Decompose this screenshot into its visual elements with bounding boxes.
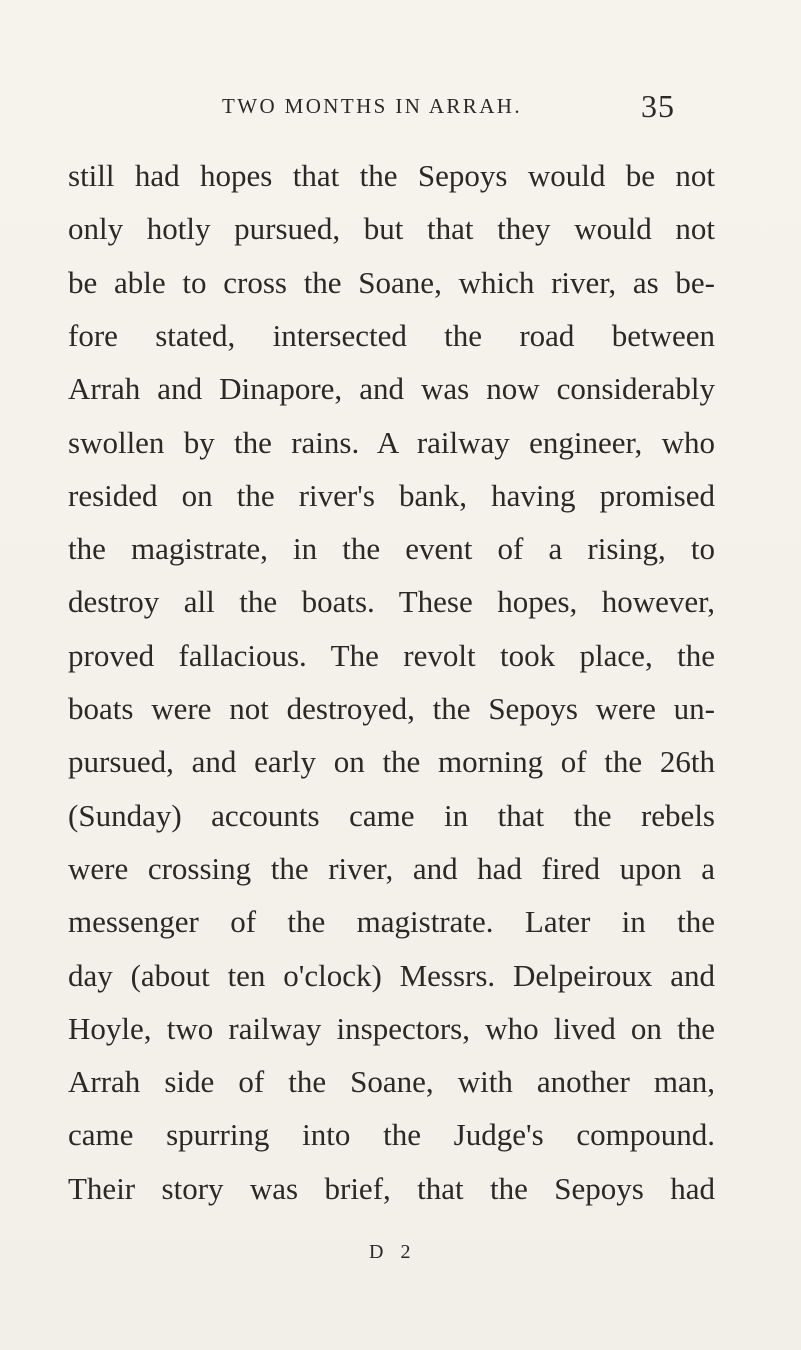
text-line: messenger of the magistrate. Later in the [68, 904, 715, 940]
text-line: Hoyle, two railway inspectors, who lived on the [68, 1010, 715, 1046]
text-line: were crossing the river, and had fired upon a [68, 850, 715, 886]
page-number: 35 [641, 88, 675, 124]
text-line: boats were not destroyed, the Sepoys were un- [68, 691, 715, 726]
text-line: came spurring into the Judge's compound. [68, 1117, 715, 1153]
body-text [68, 146, 715, 1216]
text-line: destroy all the boats. These hopes, however, [68, 584, 715, 620]
running-title: TWO MONTHS IN ARRAH. [222, 94, 522, 118]
text-line: pursued, and early on the morning of the 26th [68, 744, 715, 780]
text-line: proved fallacious. The revolt took place, the [68, 637, 715, 673]
text-line: the magistrate, in the event of a rising, to [68, 531, 715, 567]
text-line: swollen by the rains. A railway engineer, who [68, 424, 715, 460]
text-line: (Sunday) accounts came in that the rebels [68, 797, 715, 833]
text-line: Arrah side of the Soane, with another man, [68, 1064, 715, 1100]
text-line: only hotly pursued, but that they would not [68, 211, 715, 247]
running-header [0, 86, 801, 126]
text-line: fore stated, intersected the road between [68, 317, 715, 353]
text-line: be able to cross the Soane, which river, as be- [68, 264, 715, 300]
text-line: Their story was brief, that the Sepoys had [68, 1170, 715, 1206]
text-line: still had hopes that the Sepoys would be not [68, 158, 715, 193]
text-line: resided on the river's bank, having promised [68, 477, 715, 513]
text-line: Arrah and Dinapore, and was now considerably [68, 371, 715, 407]
signature-mark: D 2 [369, 1241, 417, 1263]
text-line: day (about ten o'clock) Messrs. Delpeiroux and [68, 957, 715, 993]
